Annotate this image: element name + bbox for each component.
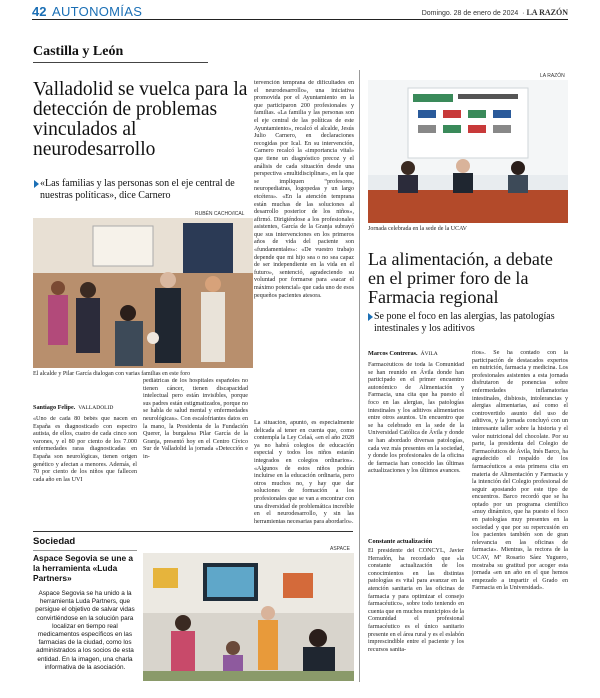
article2-byline <box>368 350 438 357</box>
classroom-photo-illustration <box>143 553 354 681</box>
article1-column-2: pediátricas de los hospitales españoles no tienen cáncer, tienen discapacidad intelectual pero están invisibles, porque sus padres están estigmatizados, porque no se habla de salud mental y enfermedades neurológicas». Con escalofriantes datos en la mano, la Presidenta de la Fundación Querer, la burgalesa Pilar García de la Granja, presentó hoy en el Centro Cívico Sur de Valladolid la jornada «Detección e in- <box>143 378 248 460</box>
article2-column-1b: El presidente del CONCYL, Javier Herradón, ha recordado que «la constante actualización de los conocimientos en las distintas patologías es vital para avanzar en la atención sanitaria en las oficinas de farmacia y para optimizar el consejo farmacéutico», sobre todo teniendo en cuenta que en muchos municipios de la Comunidad el profesional farmacéutico es el único sanitario presente en el área rural y es el eslabón imprescindible entre el paciente y los recursos sanita- <box>368 548 464 653</box>
sociedad-section-title: Sociedad <box>33 536 76 547</box>
masthead: LA RAZÓN <box>526 8 568 17</box>
byline-name: Santiago Felipe. <box>33 404 76 411</box>
article1-byline <box>33 404 113 411</box>
byline-place: VALLADOLID <box>78 405 114 411</box>
header-rule <box>32 19 568 20</box>
sociedad-rule <box>33 550 137 551</box>
meeting-photo-illustration <box>33 218 253 368</box>
article3-photo-credit: ASPACE <box>330 546 350 552</box>
column-divider <box>359 70 360 682</box>
article2-column-1a: Farmacéuticos de toda la Comunidad se han reunido en Ávila donde han participado en el primer encuentro autonómico de Alimentación y Farmacia, una cita que ha puesto el foco en las alergias, las patologías intestinales y los aditivos alimentarios entre otros asuntos. Un encuentro que se ha celebrado en la sede de la Universidad Católica de Ávila y donde se han abordado diversas patologías, cada vez más presentes en la sociedad, y donde los profesionales de la oficina de farmacia han conocido las últimas actualizaciones y los últimos avances. <box>368 362 464 475</box>
byline-name: Marcos Contreras. <box>368 350 418 357</box>
subsection-rule <box>33 62 208 63</box>
article1-column-3b: La situación, apuntó, es especialmente delicada al tener en cuenta que, como contempla la Ley Celaá, «en el año 2028 ya no habrá colegios de educación especial y todos los niños estarán integrados en colegios ordinarios». «Algunos de estos niños podrán incluirse en la educación ordinaria, pero otros muchos no, y hay que dar soluciones de formación a los profesionales que se van a encontrar con una diversidad de problemática increíble en el neurodesarrollo, y sin las herramientas necesarias para abordarlo». <box>254 420 354 525</box>
page-number: 42 <box>32 4 47 19</box>
article1-column-1: «Uno de cada 80 bebés que nacen en España es diagnosticado con espectro autista, de ellos, cuatro de cada cinco son varones, y el 80 por ciento de los 7.000 enfermedades raras diagnosticadas en España son neurológicas, tienen origen genético y afectan a menores. Además, el 70 por ciento de los niños que fallecen cada año en las UVI <box>33 416 137 483</box>
article1-caption: El alcalde y Pilar García dialogan con varias familias en este foro <box>33 371 191 377</box>
article3-photo <box>143 553 354 681</box>
article1-photo <box>33 218 253 368</box>
article2-headline: La alimentación, a debate en el primer foro de la Farmacia regional <box>368 249 553 307</box>
article3-headline: Aspace Segovia se une a la herramienta «Luda Partners» <box>33 553 134 583</box>
subsection-title: Castilla y León <box>33 44 124 59</box>
article2-photo-credit: LA RAZÓN <box>540 73 565 79</box>
date-line: Domingo. 28 de enero de 2024 · LA RAZÓN <box>421 8 568 17</box>
article2-subhead: Constante actualización <box>368 538 433 545</box>
section-name: AUTONOMÍAS <box>52 4 143 19</box>
article1-headline: Valladolid se vuelca para la detección de problemas vinculados al neurodesarrollo <box>33 79 248 160</box>
article2-deck: Se pone el foco en las alergias, las patologías intestinales y los aditivos <box>374 311 568 335</box>
article1-photo-credit: RUBÉN CACHO/ICAL <box>195 211 245 217</box>
issue-date: Domingo. 28 de enero de 2024 <box>421 10 519 17</box>
article3-body: Aspace Segovia se ha unido a la herramienta Luda Partners, que persigue el objetivo de salvar vidas convirtiéndose en la solución para localizar en tiempo real medicamentos específicos en las farmacias de la ciudad, como los administrados a los socios de esta entidad. En la imagen, una charla informativa de la asociación. <box>35 590 135 671</box>
sociedad-top-rule <box>33 531 353 532</box>
article2-photo <box>368 80 568 223</box>
conference-photo-illustration <box>368 80 568 223</box>
byline-place: ÁVILA <box>420 351 438 357</box>
article1-deck: «Las familias y las personas son el eje central de nuestras políticas», dice Carnero <box>40 178 245 202</box>
article2-caption: Jornada celebrada en la sede de la UCAV <box>368 226 468 232</box>
article2-column-2: rios». Se ha contado con la participación de destacados expertos en nutrición, farmacia y medicina. Los profesionales asistentes a esta jornada disfrutaron de ponencias sobre enfermedades inflamatorias intestinales, disbiosis, intolerancias y alergias alimentarias, así como el controvertido asunto del uso de aditivos, y la jornada concluyó con un interesante taller sobre la historia y el valor nutricional del chocolate. Por su parte, la presidenta del Colegio de Farmacéuticos de Ávila, Inés Barco, ha agradecido el respaldo de los farmacéuticos a esta primera cita en materia de Alimentación y Farmacia y la intención del Colegio profesional de seguir apostando por este tipo de encuentros. Barco recordó que se ha optado por un programa científico «muy dinámico, que ha puesto el foco en patologías muy presentes en la sociedad y que por su repercusión en los pacientes también son de gran relevancia en las oficinas de farmacia». Mientras, la rectora de la UCAV, Mª Rosario Sáez Yuguero, mostraba su gratitud por acoger esta jornada «en un año en el que hemos empezado a impartir el Grado en Farmacia en la Universidad». <box>472 350 568 592</box>
article1-column-3a: tervención temprana de dificultades en el neurodesarrollo», una iniciativa promovida por el Ayuntamiento en la que participaron 200 profesionales y familias. «La familia y las personas son el eje central de las políticas de este Ayuntamiento», recalcó el alcalde, Jesús Julio Carnero, en declaraciones recogidas por Ical. En su intervención, Carnero recalcó la «importancia vital» que tiene un diagnóstico precoz y el análisis de cada situación desde una perspectiva «multidisciplinar», en la que se impliquen “profesores, neuropediatras, logopedas y un largo etcétera». «En la atención temprana están muchas de las soluciones al desarrollo posterior de los niños», afirmó. Dirigiéndose a los profesionales asistentes, García de la Granja subrayó que sus intervenciones en los primeros años de vida del paciente son «fundamentales»: «De vuestro trabajo depende que mi hijo sea o no sea capaz de ser independiente en la vida en el futuro», sentenció, agradeciendo su voluntad por formarse para «sacar el máximo potencial» que cada uno de esos pequeños pacientes atesora. <box>254 80 354 299</box>
